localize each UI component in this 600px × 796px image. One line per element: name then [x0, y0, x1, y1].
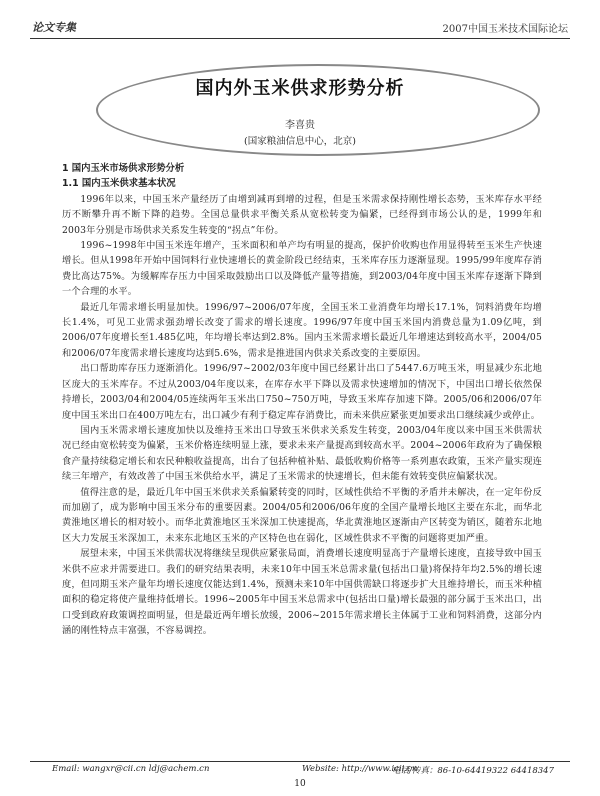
paragraph: 值得注意的是，最近几年中国玉米供求关系偏紧转变的同时，区域性供给不平衡的矛盾并未解决，在一定年份反而加剧了，成为影响中国玉米分布的重要因素。2004/05和2006/06年度的全国产量增长地区主要在东北，而华北黄淮地区增长的相对较小。而华北黄淮地区玉米深加工快速提高，华北黄淮地区逐渐由产区转变为销区，随着东北地区大力发展玉米深加工，未来东北地区玉米的产区特色也在弱化，区域性供求不平衡的问题将更加严重。: [62, 486, 542, 544]
paragraph: 1996~1998年中国玉米连年增产，玉米面积和单产均有明显的提高，保护价收购也作用显得转至玉米生产快速增长。但从1998年开始中国饲料行业快速增长的黄金阶段已经结束，玉米库存压力逐渐显现。1995/99年度库存消费比高达75%。为缓解库存压力中国采取鼓励出口以及降低产量等措施，到2003/04年度中国玉米库存逐渐下降到一个合理的水平。: [62, 240, 542, 298]
paragraph: 1996年以来，中国玉米产量经历了由增到减再到增的过程，但是玉米需求保持刚性增长态势，玉米库存水平经历不断攀升再不断下降的趋势。全国总量供求平衡关系从宽松转变为偏紧，已经得到市场公认的是，1999年和2003年分别是市场供求关系发生转变的“拐点”年份。: [62, 193, 542, 236]
section-heading: 1 国内玉米市场供求形势分析: [62, 163, 185, 174]
footer-website: Website: http://www.icii.cn: [302, 764, 418, 774]
paragraph: 出口帮助库存压力逐渐消化。1996/97~2002/03年度中国已经累计出口了5447.6万吨玉米，明显减少东北地区庞大的玉米库存。不过从2003/04年度以来，在库存水平下降以及需求快速增加的情况下，中国出口增长依然保持增长，2003/04和2004/05连续两年玉米出口750~750万吨，导致玉米库存加速下降。2005/06和2006/07年度中国玉米出口在400万吨左右，出口减少有利于稳定库存消费比，而未来供应紧张更加要求出口继续减少或停止。: [62, 363, 542, 421]
page-number: 10: [294, 779, 306, 789]
footer-phone: 电话/传真：86-10-64419322 64418347: [392, 766, 554, 776]
footer-email: Email: wangxr@cii.cn ldj@achem.cn: [52, 764, 210, 774]
subsection-heading: 1.1 国内玉米供求基本状况: [62, 178, 176, 190]
paper-title: 国内外玉米供求形势分析: [195, 78, 405, 99]
article-body: [62, 161, 542, 639]
author-affiliation: (国家粮油信息中心，北京): [244, 136, 356, 147]
journal-name: 2007中国玉米技术国际论坛: [442, 24, 568, 35]
paragraph: 最近几年需求增长明显加快。1996/97~2006/07年度，全国玉米工业消费年均增长17.1%，饲料消费年均增长1.4%，可见工业需求强劲增长改变了需求的增长速度。1996/97年度中国玉米国内消费总量为1.09亿吨，到2006/07年度增长至1.485亿吨，年均增长率达到2.8%。国内玉米需求增长最近几年增速达到较高水平，2004/05和2006/07年度需求增长速度均达到5.6%，需求是推进国内供求关系改变的主要原因。: [62, 301, 542, 359]
section-label: 论文专集: [32, 21, 76, 34]
author-name: 李喜贵: [285, 120, 315, 131]
page-footer: [30, 761, 570, 776]
paragraph: 展望未来，中国玉米供需状况将继续呈现供应紧张局面，消费增长速度明显高于产量增长速度，直接导致中国玉米供不应求并需要进口。我们的研究结果表明，未来10年中国玉米总需求量(包括出口量)将保持年均2.5%的增长速度，但同期玉米产量年均增长速度仅能达到1.4%，预测未来10年中国供需缺口将逐步扩大且维持增长，而玉米种植面积的稳定将使产量维持低增长。1996~2005年中国玉米总需求中(包括出口量)增长最强的部分属于玉米出口，出口受到政府政策调控面明显，但是最近两年增长放缓，2006~2015年需求增长主体属于工业和饲料消费，这部分内涵的刚性特点丰富强，不容易调控。: [62, 548, 542, 637]
paragraph: 国内玉米需求增长速度加快以及维持玉米出口导致玉米供求关系发生转变，2003/04年度以来中国玉米供需状况已经由宽松转变为偏紧，玉米价格连续明显上涨，要求未来产量提高到较高水平。2004~2006年政府为了确保粮食产量持续稳定增长和农民种粮收益提高，出台了包括种植补贴、最低收购价格等一系列惠农政策，玉米产量实现连续三年增产，有效改善了中国玉米供给水平，满足了玉米需求的快速增长，但未能有效转变供应偏紧状况。: [62, 424, 542, 483]
running-header: [30, 18, 570, 39]
